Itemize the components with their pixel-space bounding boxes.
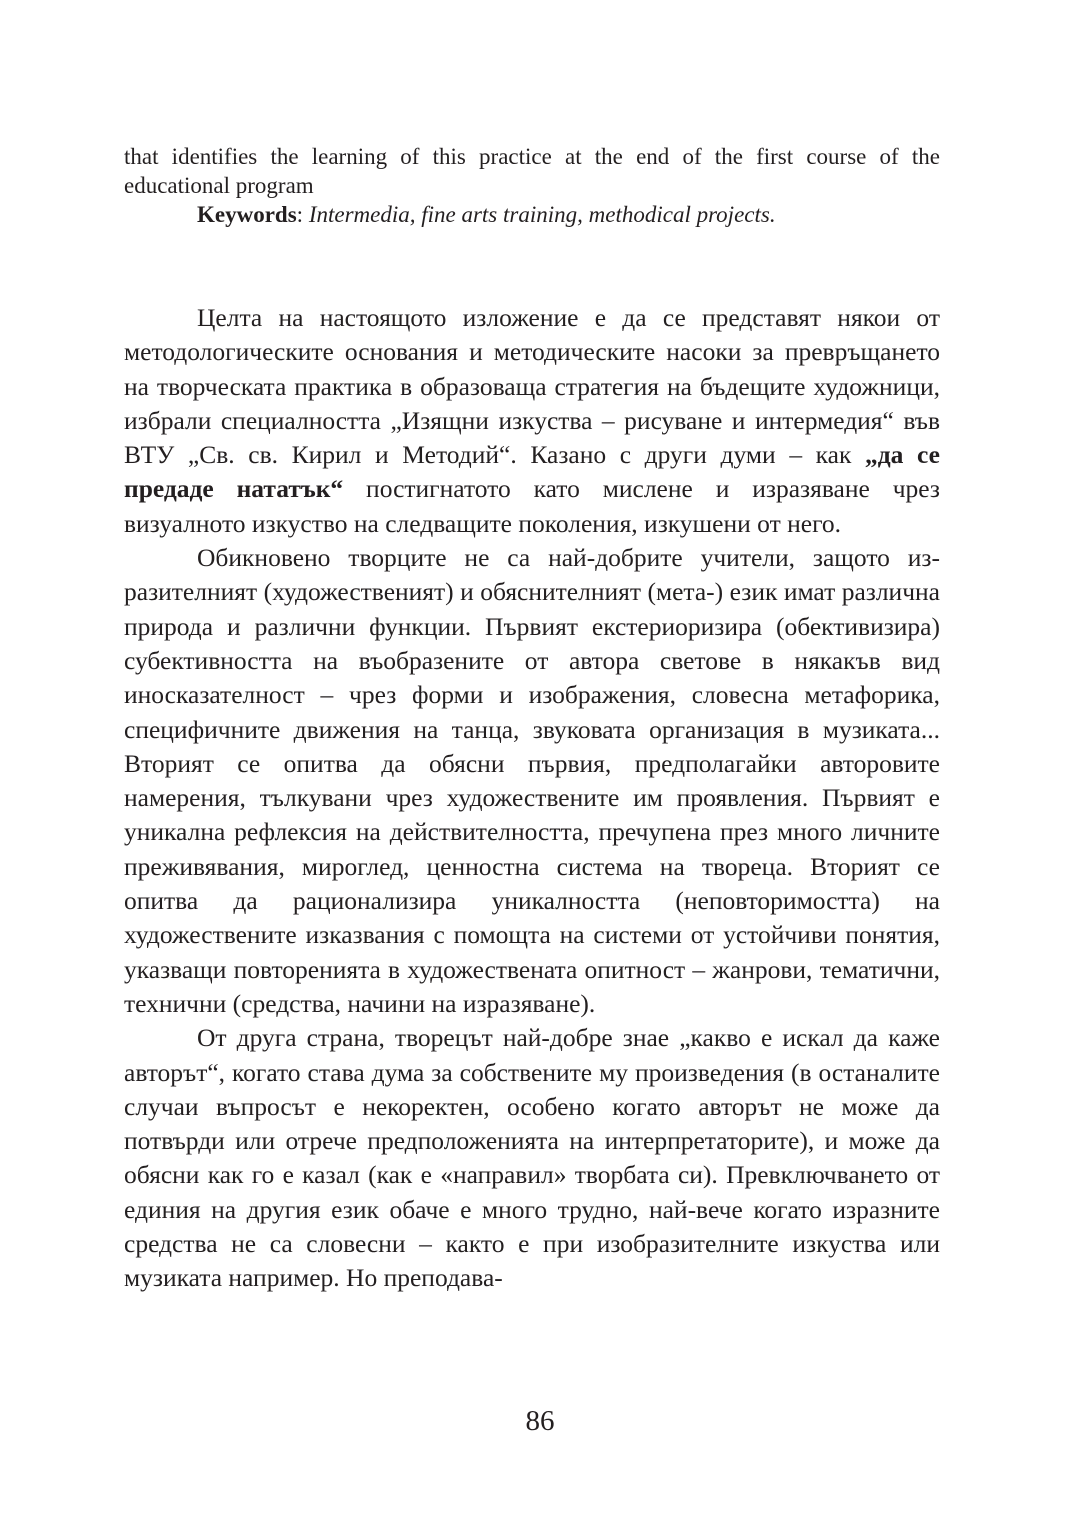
paragraph-1-part-1: Целта на настоящото изложение е да се представят някои от методологическите основания и методическите насоки за превръщането на творческата практика в образоваща стратегия на бъдещите художници, избрали специалността „Изящни изкуства – рисуване и интермедия“ във ВТУ „Св. св. Кирил и Методий“. Казано с други думи – как bbox=[124, 303, 940, 470]
paragraph-1 bbox=[124, 301, 940, 541]
keywords-label: Keywords bbox=[197, 202, 297, 227]
abstract-section bbox=[124, 142, 940, 229]
paragraph-3: От друга страна, творецът най-добре знае „какво е искал да каже авторът“, когато става дума за собствените му произведения (в останалите случаи въпросът е некоректен, особено когато авторът не може да потвърди или отрече предположенията на интерпретаторите), и може да обясни как го е казал (как е «направил» творбата си). Превключването от единия на другия език обаче е много трудно, най-вече когато изразните средства не са словесни – както е при изобразителните изкуства или музиката например. Но преподава- bbox=[124, 1023, 940, 1293]
body-text bbox=[124, 301, 940, 1296]
abstract-continuation: that identifies the learning of this practice at the end of the first course of the educational program bbox=[124, 144, 940, 198]
paragraph-1-part-2: постигнатото като мислене и изразяване чрез визуалното изкуство на следващите поколения, изкушени от него. bbox=[124, 474, 940, 538]
keywords-separator: : bbox=[296, 202, 309, 227]
paragraph-2: Обикновено творците не са най-добрите учители, защото изразителният (художественият) и обяснителният (мета-) език имат различна природа и различни функции. Първият екстериоризира (обективизира) субективността на въобразените от автора светове в някакъв вид иносказателност – чрез форми и изображения, словесна метафорика, специфичните движения на танца, звуковата организация в музиката... Вторият се опитва да обясни първия, предполагайки авторовите намерения, тълкувани чрез художествените им проявления. Първият е уникална рефлексия на действителността, пречупена през много личните преживявания, мироглед, ценностна система на твореца. Вторият се опитва да рационализира уникалността (неповторимостта) на художествените изказвания с помощта на системи от устойчиви понятия, указващи повторенията в художествената опитност – жанрови, тематични, технични (средства, начини на изразяване). bbox=[124, 543, 940, 1018]
keywords-text: Intermedia, fine arts training, methodical projects. bbox=[308, 202, 776, 227]
keywords-line bbox=[124, 200, 940, 229]
page-number: 86 bbox=[525, 1405, 555, 1437]
paragraph-1-emphasis: „да се предаде нататък“ bbox=[124, 440, 940, 504]
